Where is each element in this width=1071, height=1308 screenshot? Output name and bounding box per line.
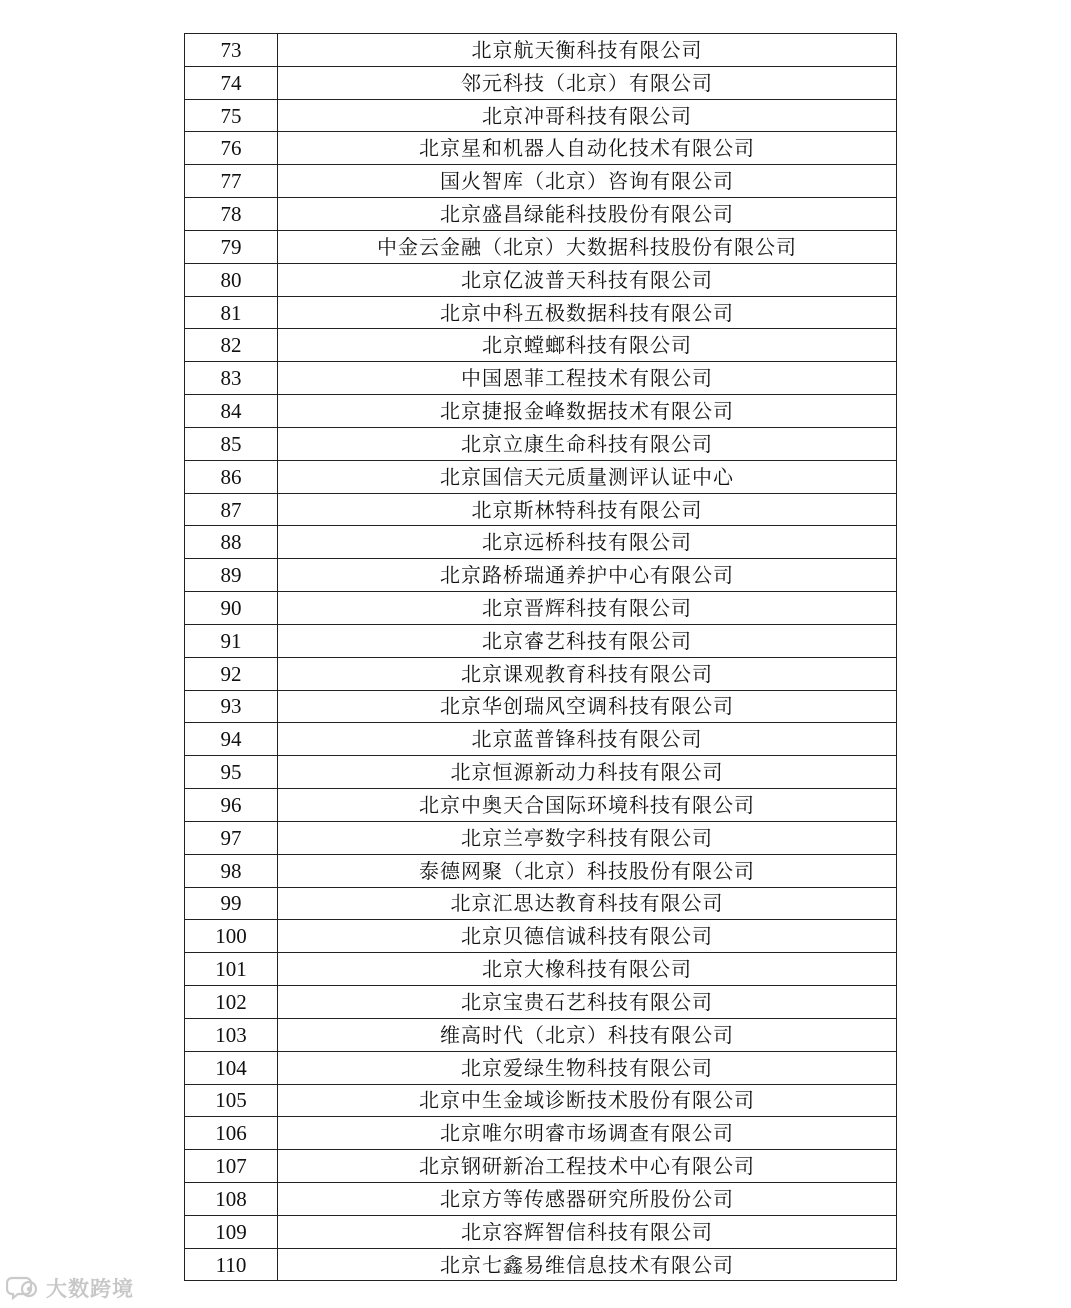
company-name-cell: 北京航天衡科技有限公司 — [278, 34, 897, 67]
company-name-cell: 北京盛昌绿能科技股份有限公司 — [278, 198, 897, 231]
row-number-cell: 99 — [185, 887, 278, 920]
table-row — [185, 296, 897, 329]
row-number-cell: 80 — [185, 263, 278, 296]
row-number-cell: 110 — [185, 1248, 278, 1281]
watermark — [6, 1272, 134, 1304]
company-name-cell: 北京斯林特科技有限公司 — [278, 493, 897, 526]
company-name-cell: 北京汇思达教育科技有限公司 — [278, 887, 897, 920]
table-row — [185, 1018, 897, 1051]
table-row — [185, 854, 897, 887]
row-number-cell: 95 — [185, 756, 278, 789]
table-row — [185, 230, 897, 263]
row-number-cell: 73 — [185, 34, 278, 67]
company-name-cell: 北京睿艺科技有限公司 — [278, 624, 897, 657]
company-name-cell: 北京中生金域诊断技术股份有限公司 — [278, 1084, 897, 1117]
row-number-cell: 83 — [185, 362, 278, 395]
row-number-cell: 76 — [185, 132, 278, 165]
table-row — [185, 1084, 897, 1117]
row-number-cell: 91 — [185, 624, 278, 657]
watermark-text: 大数跨境 — [46, 1277, 134, 1301]
row-number-cell: 101 — [185, 953, 278, 986]
row-number-cell: 88 — [185, 526, 278, 559]
row-number-cell: 86 — [185, 460, 278, 493]
row-number-cell: 108 — [185, 1182, 278, 1215]
row-number-cell: 100 — [185, 920, 278, 953]
table-row — [185, 657, 897, 690]
table-row — [185, 329, 897, 362]
company-name-cell: 北京冲哥科技有限公司 — [278, 99, 897, 132]
row-number-cell: 84 — [185, 395, 278, 428]
table-row — [185, 920, 897, 953]
company-name-cell: 北京爱绿生物科技有限公司 — [278, 1051, 897, 1084]
company-name-cell: 北京路桥瑞通养护中心有限公司 — [278, 559, 897, 592]
table-row — [185, 756, 897, 789]
table-row — [185, 624, 897, 657]
row-number-cell: 85 — [185, 427, 278, 460]
company-name-cell: 北京贝德信诚科技有限公司 — [278, 920, 897, 953]
company-name-cell: 北京宝贵石艺科技有限公司 — [278, 986, 897, 1019]
company-name-cell: 北京兰亭数字科技有限公司 — [278, 821, 897, 854]
table-row — [185, 821, 897, 854]
row-number-cell: 87 — [185, 493, 278, 526]
company-name-cell: 中金云金融（北京）大数据科技股份有限公司 — [278, 230, 897, 263]
table-row — [185, 1051, 897, 1084]
table-row — [185, 887, 897, 920]
company-name-cell: 国火智库（北京）咨询有限公司 — [278, 165, 897, 198]
row-number-cell: 106 — [185, 1117, 278, 1150]
company-name-cell: 北京亿波普天科技有限公司 — [278, 263, 897, 296]
table-row — [185, 559, 897, 592]
table-row — [185, 66, 897, 99]
row-number-cell: 96 — [185, 789, 278, 822]
company-name-cell: 中国恩菲工程技术有限公司 — [278, 362, 897, 395]
table-row — [185, 99, 897, 132]
company-name-cell: 北京立康生命科技有限公司 — [278, 427, 897, 460]
row-number-cell: 77 — [185, 165, 278, 198]
table-row — [185, 789, 897, 822]
company-list-table — [184, 33, 897, 1281]
company-name-cell: 北京钢研新冶工程技术中心有限公司 — [278, 1150, 897, 1183]
table-row — [185, 1215, 897, 1248]
row-number-cell: 81 — [185, 296, 278, 329]
table-row — [185, 690, 897, 723]
table-row — [185, 132, 897, 165]
table-row — [185, 165, 897, 198]
company-name-cell: 北京捷报金峰数据技术有限公司 — [278, 395, 897, 428]
company-name-cell: 北京方等传感器研究所股份公司 — [278, 1182, 897, 1215]
table-row — [185, 460, 897, 493]
table-row — [185, 723, 897, 756]
row-number-cell: 79 — [185, 230, 278, 263]
table-row — [185, 1248, 897, 1281]
table-row — [185, 395, 897, 428]
company-name-cell: 北京中科五极数据科技有限公司 — [278, 296, 897, 329]
company-name-cell: 北京华创瑞风空调科技有限公司 — [278, 690, 897, 723]
company-name-cell: 北京远桥科技有限公司 — [278, 526, 897, 559]
company-name-cell: 北京星和机器人自动化技术有限公司 — [278, 132, 897, 165]
row-number-cell: 94 — [185, 723, 278, 756]
row-number-cell: 107 — [185, 1150, 278, 1183]
row-number-cell: 74 — [185, 66, 278, 99]
table-row — [185, 263, 897, 296]
company-name-cell: 北京国信天元质量测评认证中心 — [278, 460, 897, 493]
row-number-cell: 97 — [185, 821, 278, 854]
row-number-cell: 109 — [185, 1215, 278, 1248]
company-name-cell: 北京容辉智信科技有限公司 — [278, 1215, 897, 1248]
company-name-cell: 北京蓝普锋科技有限公司 — [278, 723, 897, 756]
company-name-cell: 北京晋辉科技有限公司 — [278, 592, 897, 625]
company-name-cell: 北京唯尔明睿市场调查有限公司 — [278, 1117, 897, 1150]
row-number-cell: 90 — [185, 592, 278, 625]
company-name-cell: 泰德网聚（北京）科技股份有限公司 — [278, 854, 897, 887]
company-name-cell: 北京大橡科技有限公司 — [278, 953, 897, 986]
company-name-cell: 北京七鑫易维信息技术有限公司 — [278, 1248, 897, 1281]
row-number-cell: 105 — [185, 1084, 278, 1117]
table-row — [185, 1117, 897, 1150]
table-row — [185, 1182, 897, 1215]
table-row — [185, 986, 897, 1019]
row-number-cell: 75 — [185, 99, 278, 132]
table-row — [185, 427, 897, 460]
table-row — [185, 953, 897, 986]
table-row — [185, 493, 897, 526]
company-name-cell: 北京恒源新动力科技有限公司 — [278, 756, 897, 789]
row-number-cell: 104 — [185, 1051, 278, 1084]
table-row — [185, 526, 897, 559]
table-row — [185, 1150, 897, 1183]
row-number-cell: 93 — [185, 690, 278, 723]
bubble-logo-icon — [6, 1274, 40, 1302]
table-row — [185, 362, 897, 395]
table-row — [185, 592, 897, 625]
row-number-cell: 78 — [185, 198, 278, 231]
row-number-cell: 102 — [185, 986, 278, 1019]
company-name-cell: 北京螳螂科技有限公司 — [278, 329, 897, 362]
row-number-cell: 89 — [185, 559, 278, 592]
table-row — [185, 198, 897, 231]
row-number-cell: 98 — [185, 854, 278, 887]
company-name-cell: 维高时代（北京）科技有限公司 — [278, 1018, 897, 1051]
row-number-cell: 103 — [185, 1018, 278, 1051]
company-name-cell: 邻元科技（北京）有限公司 — [278, 66, 897, 99]
table-row — [185, 34, 897, 67]
company-list-table-container — [184, 33, 896, 1281]
row-number-cell: 92 — [185, 657, 278, 690]
row-number-cell: 82 — [185, 329, 278, 362]
company-list-body — [185, 34, 897, 1281]
company-name-cell: 北京中奥天合国际环境科技有限公司 — [278, 789, 897, 822]
company-name-cell: 北京课观教育科技有限公司 — [278, 657, 897, 690]
